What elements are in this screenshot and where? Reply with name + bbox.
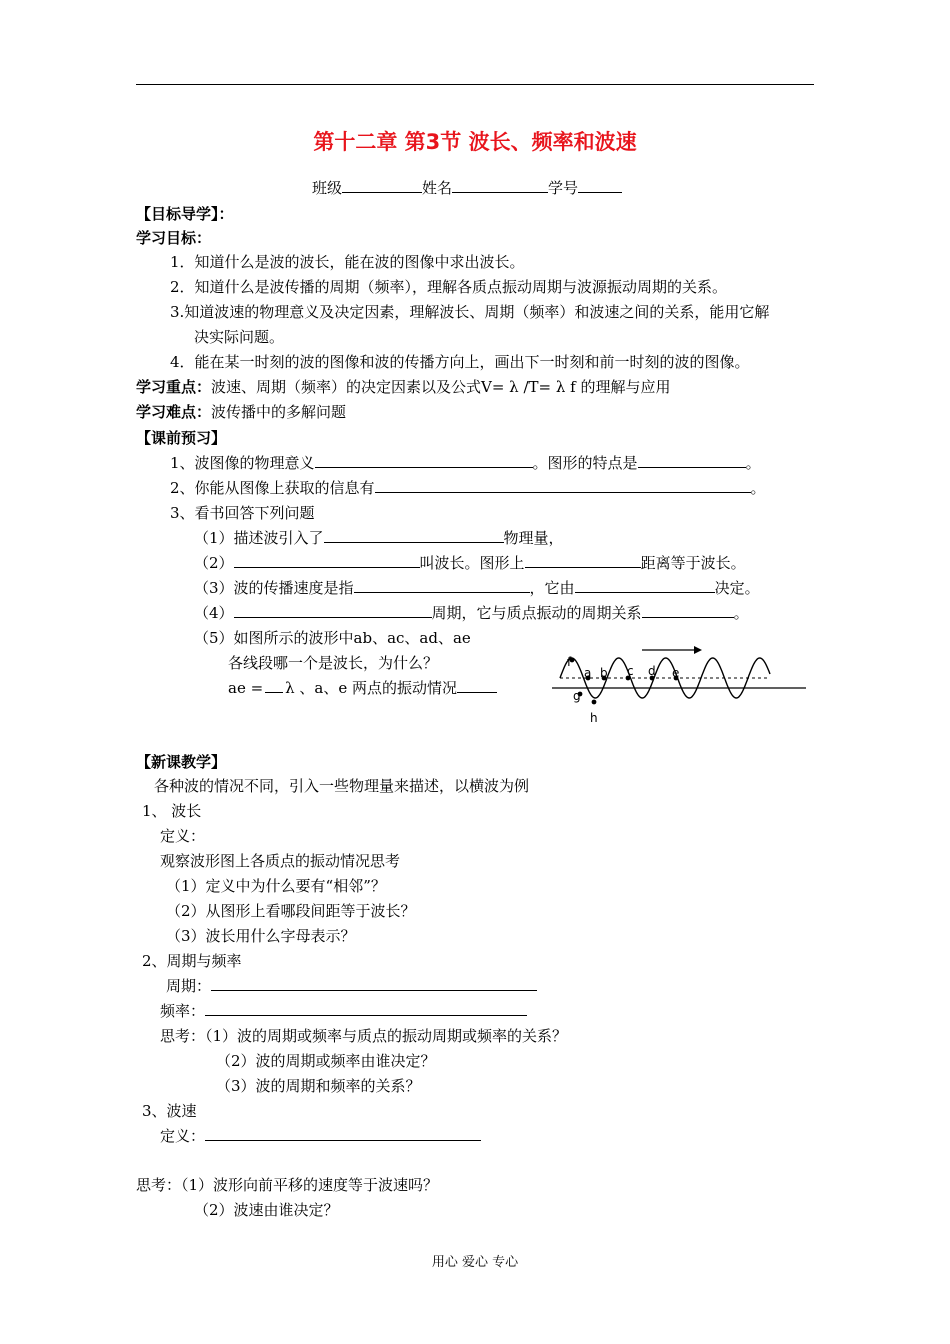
answer-blank[interactable]	[205, 1001, 527, 1016]
preview-q3: 3、看书回答下列问题	[170, 504, 315, 522]
section-wave-speed: 3、波速	[142, 1102, 197, 1120]
wave-label-f: f	[567, 655, 572, 669]
wave-points	[570, 658, 679, 705]
ws-think-2: （2）波速由谁决定？	[194, 1201, 339, 1219]
frequency-line: 频率：	[160, 1001, 527, 1021]
preview-q2: 2、你能从图像上获取的信息有 。	[170, 479, 766, 497]
direction-arrow-head	[694, 646, 702, 654]
name-blank[interactable]	[452, 178, 548, 193]
answer-blank[interactable]	[324, 528, 504, 543]
wave-label-b: b	[600, 666, 608, 680]
answer-blank[interactable]	[354, 578, 530, 593]
section-period-frequency: 2、周期与频率	[142, 952, 242, 970]
sub-q5: （5）如图所示的波形中ab、ac、ad、ae	[194, 629, 471, 647]
header-rule	[136, 84, 814, 85]
answer-blank[interactable]	[234, 603, 432, 618]
answer-blank[interactable]	[638, 453, 746, 468]
objective-2: 2．知道什么是波传播的周期（频率），理解各质点振动周期与波源振动周期的关系。	[170, 278, 728, 296]
difficult-points: 学习难点：波传播中的多解问题	[136, 403, 347, 421]
class-blank[interactable]	[342, 178, 422, 193]
objective-3: 3.知道波速的物理意义及决定因素，理解波长、周期（频率）和波速之间的关系，能用它解	[170, 303, 770, 321]
wave-label-e: e	[672, 666, 680, 680]
answer-blank[interactable]	[642, 603, 734, 618]
pf-think-3: （3）波的周期和频率的关系？	[216, 1077, 421, 1095]
pf-think-1: 思考：（1）波的周期或频率与质点的振动周期或频率的关系？	[160, 1027, 568, 1045]
answer-blank[interactable]	[457, 678, 497, 693]
wave-speed-definition: 定义：	[160, 1126, 481, 1146]
wave-label-h: h	[590, 711, 598, 725]
student-id-line: 班级 姓名 学号	[312, 178, 622, 198]
objectives-label: 学习目标：	[136, 229, 212, 247]
key-points: 学习重点：波速、周期（频率）的决定因素以及公式V= λ /T= λ f 的理解与应用	[136, 378, 671, 396]
sub-q1: （1）描述波引入了 物理量，	[194, 529, 564, 547]
answer-blank[interactable]	[315, 453, 533, 468]
wavelength-observe: 观察波形图上各质点的振动情况思考	[160, 852, 401, 870]
objective-4: 4．能在某一时刻的波的图像和波的传播方向上，画出下一时刻和前一时刻的波的图像。	[170, 353, 750, 371]
ws-think-1: 思考：（1）波形向前平移的速度等于波速吗？	[136, 1176, 439, 1194]
objective-1: 1．知道什么是波的波长，能在波的图像中求出波长。	[170, 253, 525, 271]
sub-q3: （3）波的传播速度是指 ，它由 决定。	[194, 579, 760, 597]
wavelength-definition: 定义：	[160, 827, 206, 845]
sub-q5-cont: 各线段哪一个是波长，为什么？	[228, 654, 439, 672]
wave-label-g: g	[573, 689, 581, 703]
intro-line: 各种波的情况不同，引入一些物理量来描述，以横波为例	[154, 777, 530, 795]
wavelength-q1: （1）定义中为什么要有“相邻”？	[166, 877, 386, 895]
page-footer: 用心 爱心 专心	[431, 1255, 519, 1270]
wavelength-q2: （2）从图形上看哪段间距等于波长？	[166, 902, 416, 920]
answer-blank[interactable]	[211, 976, 537, 991]
wavelength-q3: （3）波长用什么字母表示？	[166, 927, 356, 945]
wave-point	[592, 700, 597, 705]
objective-3-cont: 决实际问题。	[194, 328, 285, 346]
wave-diagram	[548, 640, 810, 730]
pf-think-2: （2）波的周期或频率由谁决定？	[216, 1052, 436, 1070]
answer-blank[interactable]	[375, 478, 751, 493]
wave-label-c: c	[627, 664, 634, 678]
sub-q5-ae: ae = λ 、a、e 两点的振动情况	[228, 678, 497, 698]
goals-heading: 【目标导学】：	[136, 205, 234, 223]
new-lesson-heading: 【新课教学】	[136, 753, 227, 771]
preview-q1: 1、波图像的物理意义 。图形的特点是 。	[170, 454, 761, 472]
sub-q2: （2） 叫波长。图形上 距离等于波长。	[194, 554, 746, 572]
answer-blank[interactable]	[234, 553, 420, 568]
answer-blank[interactable]	[575, 578, 715, 593]
page-title: 第十二章 第3节 波长、频率和波速	[313, 130, 637, 154]
period-line: 周期：	[166, 976, 537, 996]
answer-blank[interactable]	[525, 553, 641, 568]
answer-blank[interactable]	[265, 678, 283, 693]
preview-heading: 【课前预习】	[136, 429, 227, 447]
answer-blank[interactable]	[205, 1126, 481, 1141]
sub-q4: （4） 周期，它与质点振动的周期关系 。	[194, 604, 749, 622]
number-blank[interactable]	[578, 178, 622, 193]
wave-label-a: a	[584, 666, 592, 680]
wave-label-d: d	[648, 664, 656, 678]
section-wavelength: 1、 波长	[142, 802, 202, 820]
